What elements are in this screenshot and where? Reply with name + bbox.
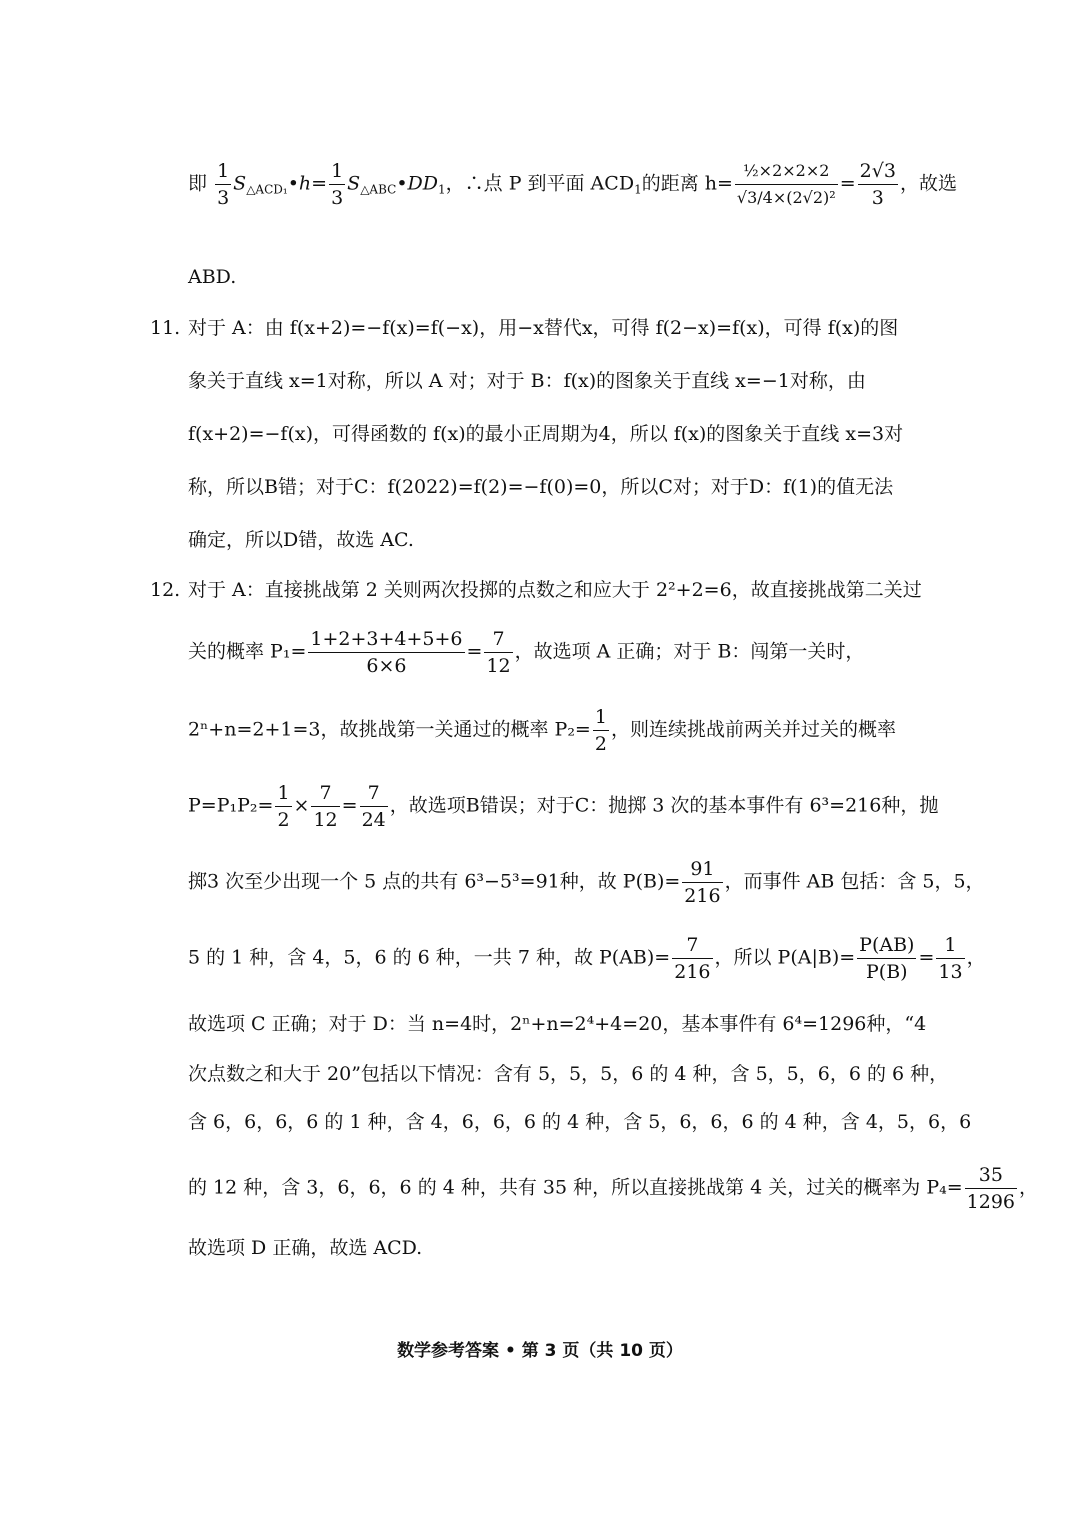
q12-line-4: P=P₁P₂= $\frac{1}{2}$ × $\frac{7}{12}$ = $\frac{7}{24}$ ，故选项B错误；对于C：抛掷 3 次的基本事件有 6³=216种，抛 (188, 782, 939, 831)
fraction: $\frac{7}{12}$ (313, 782, 338, 831)
q12-line-8: 次点数之和大于 20”包括以下情况：含有 5，5，5，6 的 4 种，含 5，5，6，6 的 6 种， (188, 1063, 949, 1085)
q11-line-3: f(x+2)=−f(x)，可得函数的 f(x)的最小正周期为4，所以 f(x)的图象关于直线 x=3对 (188, 423, 904, 445)
page-footer: 数学参考答案 • 第 3 页（共 10 页） (397, 1341, 683, 1361)
q12-line-7: 故选项 C 正确；对于 D：当 n=4时，2ⁿ+n=2⁴+4=20，基本事件有 6⁴=1296种，“4 (188, 1013, 927, 1035)
fraction: $\frac{1}{2}$ (594, 706, 607, 755)
q12-line-10: 的 12 种，含 3，6，6，6 的 4 种，共有 35 种，所以直接挑战第 4 关，过关的概率为 P₄= $\frac{35}{1296}$ ， (188, 1164, 1039, 1213)
text-segment: 即 (188, 172, 208, 195)
q11-line-2: 象关于直线 x=1对称，所以 A 对；对于 B：f(x)的图象关于直线 x=−1对称，由 (188, 370, 866, 392)
fraction: $\frac{P(AB)}{P(B)}$ (859, 934, 915, 983)
fraction: $\frac{35}{1296}$ (966, 1164, 1016, 1213)
fraction: $\frac{2√3}{3}$ (859, 160, 896, 209)
question-number: 11. (150, 317, 181, 339)
q12-line-5: 掷3 次至少出现一个 5 点的共有 6³−5³=91种，故 P(B)= $\frac{91}{216}$ ，而事件 AB 包括：含 5，5， (188, 858, 985, 907)
fraction: $\frac{1+2+3+4+5+6}{6\times 6}$ (310, 628, 463, 677)
q12-line-6: 5 的 1 种，含 4，5，6 的 6 种，一共 7 种，故 P(AB)= $\frac{7}{216}$ ，所以 P(A|B)= $\frac{P(AB)}{P(B)}$ = $\frac{1}{13}$ ， (188, 934, 986, 983)
question-number: 12. (150, 579, 181, 601)
q11-line-1: 11. 对于 A：由 f(x+2)=−f(x)=f(−x)，用−x替代x，可得 f(2−x)=f(x)，可得 f(x)的图 (150, 317, 899, 339)
q11-line-5: 确定，所以D错，故选 AC. (188, 529, 414, 551)
q12-line-3: 2ⁿ+n=2+1=3，故挑战第一关通过的概率 P₂= $\frac{1}{2}$ ，则连续挑战前两关并过关的概率 (188, 706, 896, 755)
formula-line: 即 $\frac{1}{3}$ $S_{\triangle ACD_1}•h=$ $\frac{1}{3}$ $S_{\triangle ABC}•DD_1$，∴点 P 到平面 $ACD_1$的距离 h= $\frac{\text{½×2×2×2}}{\text{√3/4×(2√2)²}}$ = $\frac{2√3}{3}$ ，故选 (188, 160, 957, 209)
fraction: $\frac{1}{3}$ (217, 160, 230, 209)
q12-line-11: 故选项 D 正确，故选 ACD. (188, 1237, 423, 1259)
fraction: $\frac{1}{2}$ (277, 782, 290, 831)
fraction: $\frac{7}{216}$ (674, 934, 711, 983)
text-line: ABD. (188, 266, 237, 288)
fraction: $\frac{7}{12}$ (486, 628, 511, 677)
q11-line-4: 称，所以B错；对于C：f(2022)=f(2)=−f(0)=0，所以C对；对于D：f(1)的值无法 (188, 476, 894, 498)
fraction: $\frac{1}{13}$ (938, 934, 963, 983)
fraction: $\frac{1}{3}$ (331, 160, 344, 209)
fraction: $\frac{91}{216}$ (684, 858, 721, 907)
distance-fraction: $\frac{\text{½×2×2×2}}{\text{√3/4×(2√2)²}}$ (735, 158, 838, 211)
q12-line-9: 含 6，6，6，6 的 1 种，含 4，6，6，6 的 4 种，含 5，6，6，6 的 4 种，含 4，5，6，6 (188, 1111, 972, 1133)
q12-line-1: 12. 对于 A：直接挑战第 2 关则两次投掷的点数之和应大于 2²+2=6，故直接挑战第二关过 (150, 579, 922, 601)
fraction: $\frac{7}{24}$ (361, 782, 386, 831)
q12-line-2: 关的概率 P₁= $\frac{1+2+3+4+5+6}{6\times 6}$ = $\frac{7}{12}$ ，故选项 A 正确；对于 B：闯第一关时， (188, 628, 865, 677)
